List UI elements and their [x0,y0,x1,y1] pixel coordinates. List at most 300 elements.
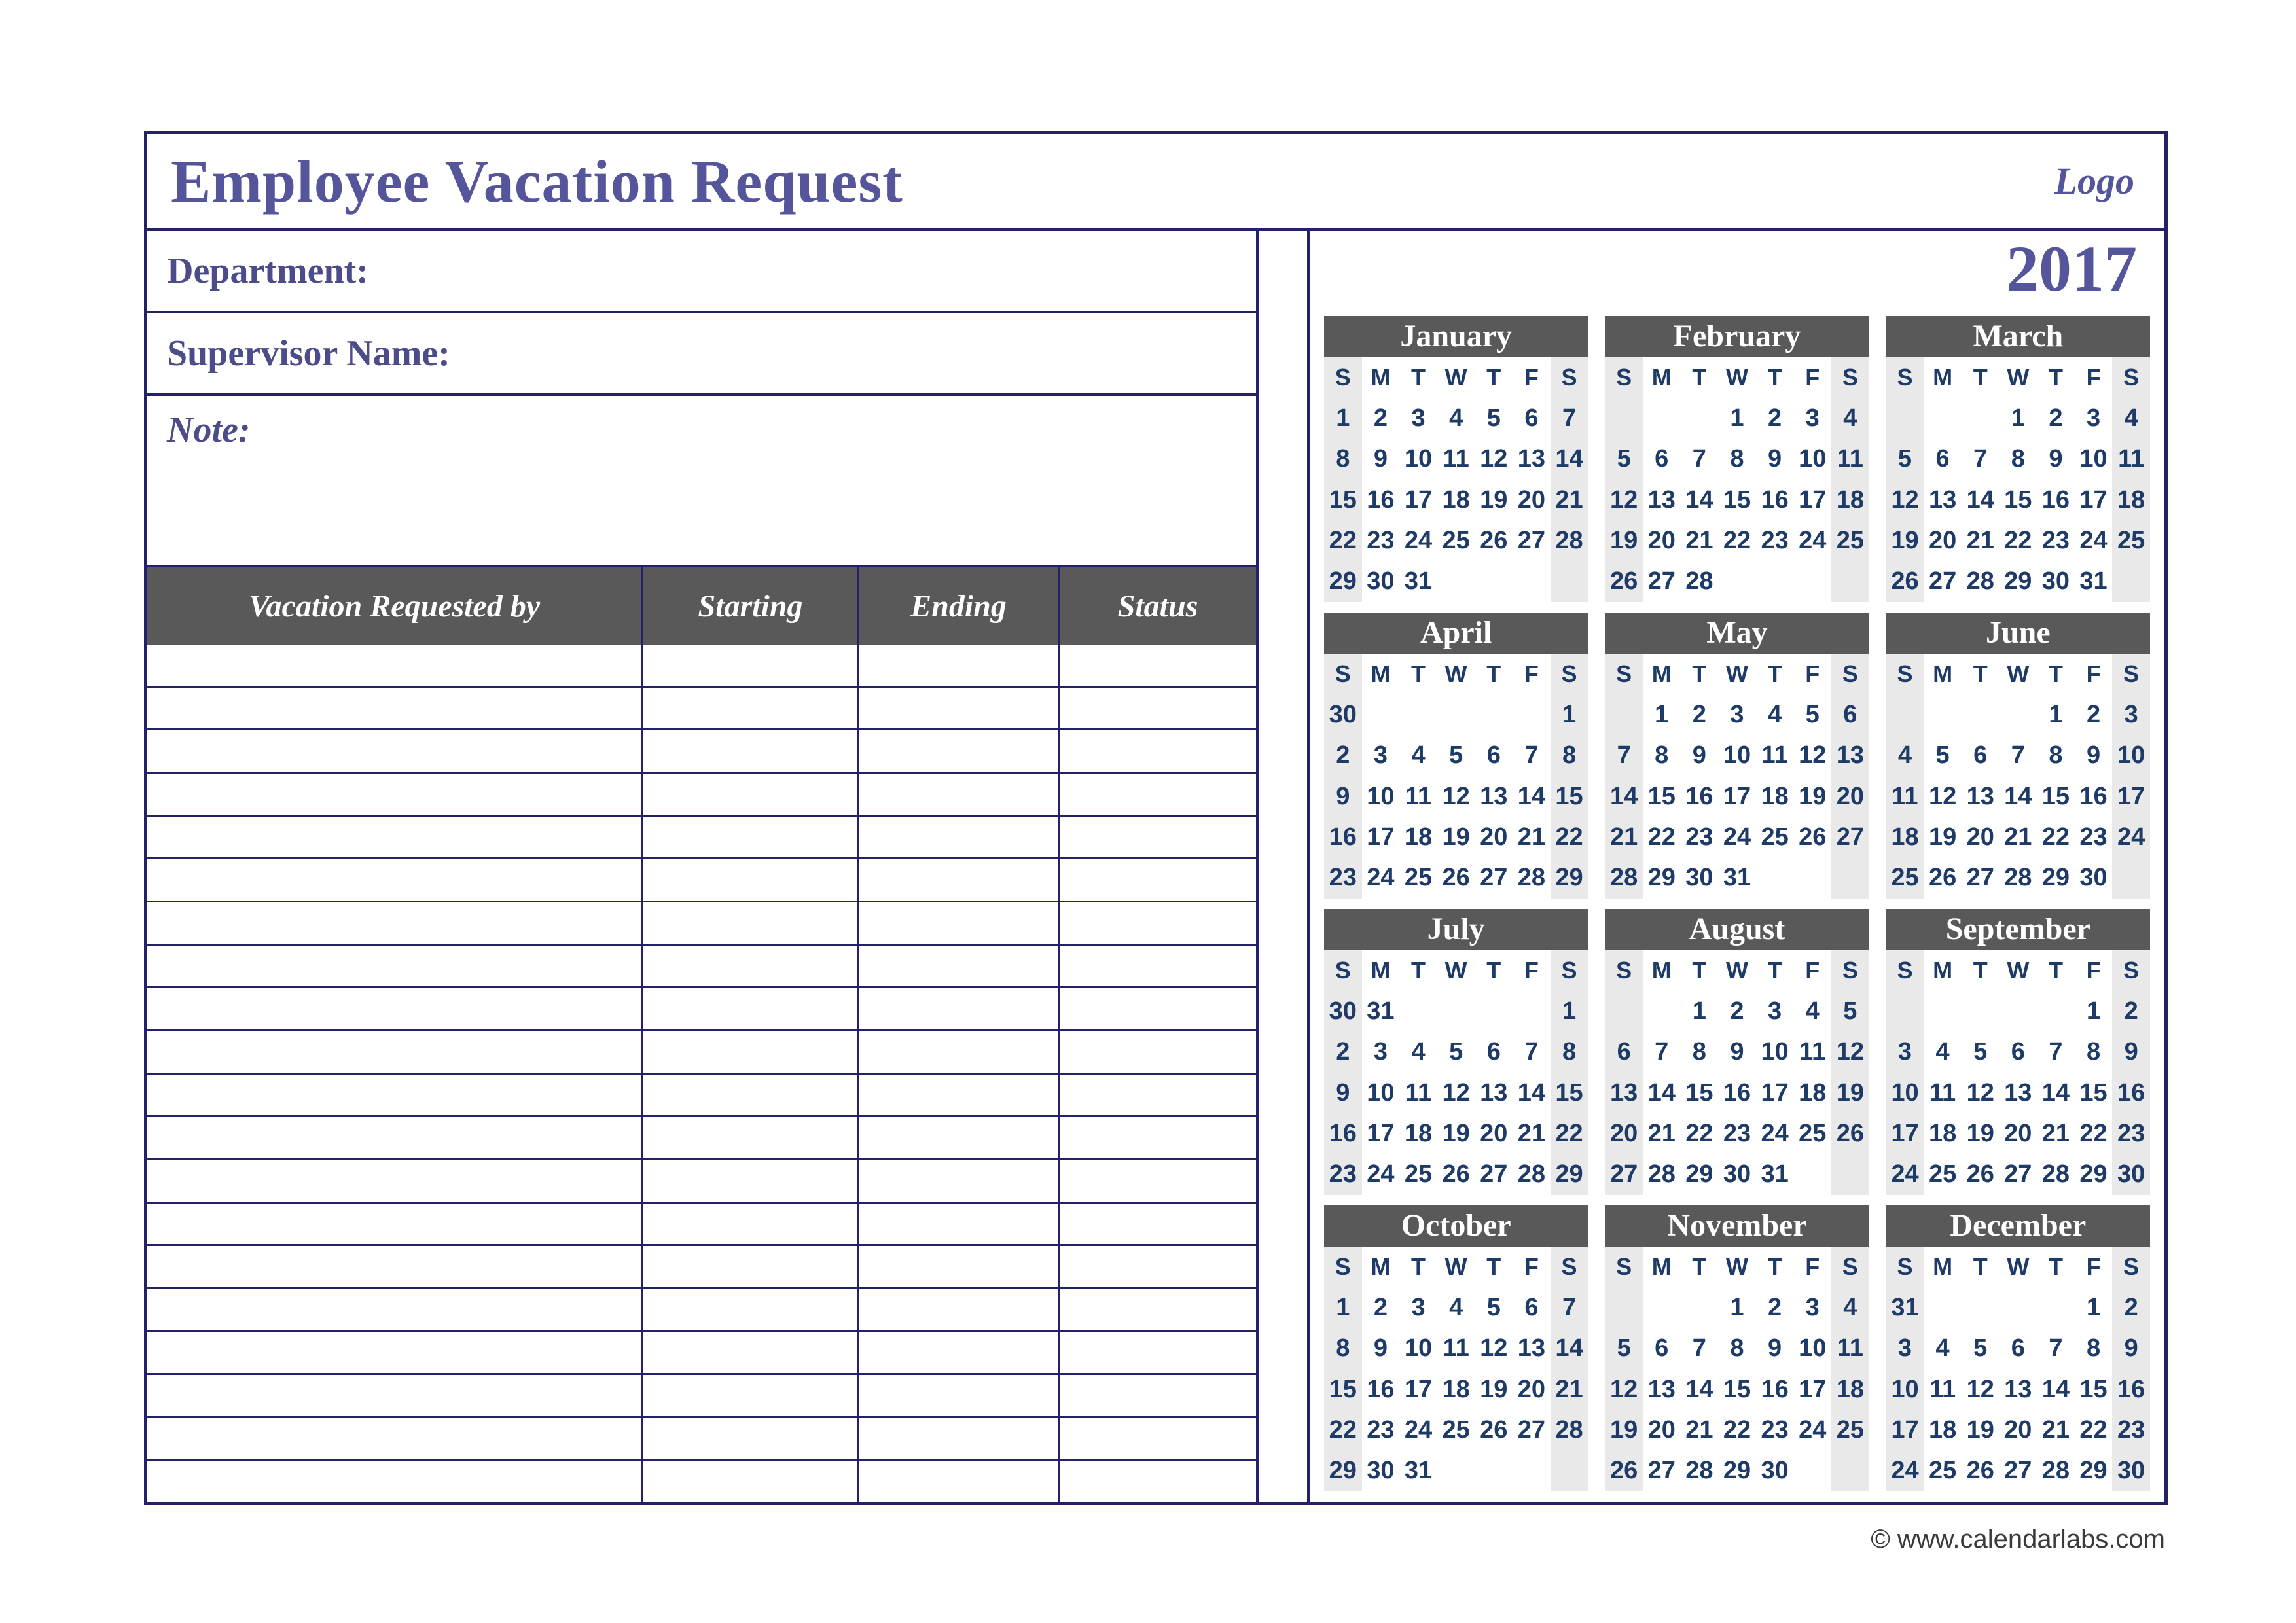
date-cell: 7 [1605,736,1643,776]
date-cell: 7 [2011,741,2025,770]
date-cell: 26 [1605,562,1643,602]
month-title: November [1605,1205,1869,1247]
date-cell: 9 [1324,776,1362,817]
table-row [147,1418,1256,1461]
month-june [1886,613,2150,899]
date-cell: 29 [2079,1457,2108,1485]
table-cell[interactable] [1058,645,1256,686]
date-cell: 16 [2112,1369,2150,1410]
empty-date-cell [1924,991,1962,1031]
calendar-year: 2017 [2006,232,2137,305]
day-of-week-label: T [1486,957,1501,984]
header-cell-starting: Starting [641,567,857,645]
date-cell: 20 [2004,1416,2032,1444]
date-cell: 23 [1324,1154,1362,1195]
date-cell: 8 [1551,1032,1588,1073]
date-cell: 24 [1886,1154,1924,1195]
table-cell[interactable] [147,1204,641,1245]
date-cell: 24 [1723,823,1751,851]
table-cell[interactable] [1058,1075,1256,1116]
day-of-week-label: F [1524,364,1539,391]
date-cell: 1 [1730,1293,1744,1321]
table-row [147,859,1256,902]
table-cell[interactable] [857,902,1058,944]
note-input[interactable] [251,409,1236,565]
date-cell: 14 [2041,1375,2070,1403]
table-cell[interactable] [641,774,857,815]
date-cell: 24 [1404,1416,1433,1444]
date-cell: 3 [2086,404,2101,432]
day-of-week-label: W [2007,1253,2030,1281]
date-cell: 2 [1692,700,1706,728]
date-cell: 17 [1886,1410,1924,1450]
empty-date-cell [1475,991,1513,1031]
day-of-week-label: T [1411,1253,1426,1281]
date-cell: 7 [2049,1334,2063,1363]
table-cell[interactable] [857,1246,1058,1287]
table-cell[interactable] [641,730,857,772]
empty-date-cell [1513,1451,1551,1491]
date-cell: 5 [1486,404,1501,432]
date-cell: 2 [1324,1032,1362,1073]
date-cell: 3 [2112,694,2150,735]
table-cell[interactable] [641,1246,857,1287]
date-cell: 19 [1442,823,1470,851]
date-cell: 4 [1449,404,1463,432]
date-cell: 19 [1831,1073,1869,1113]
date-cell: 22 [1324,1410,1362,1450]
date-cell: 27 [1517,526,1546,554]
table-row [147,946,1256,989]
empty-date-cell [1551,562,1588,602]
date-cell: 22 [1723,1416,1751,1444]
date-cell: 19 [1605,520,1643,561]
day-of-week-label: T [1973,1253,1988,1281]
day-of-week-label: F [1805,957,1820,984]
vacation-request-template [144,131,2168,1505]
month-title: September [1886,909,2150,950]
date-cell: 28 [1551,520,1588,561]
date-cell: 11 [1443,445,1469,473]
table-cell[interactable] [857,774,1058,815]
table-row [147,1332,1256,1376]
day-of-week-label: T [1486,364,1501,391]
table-cell[interactable] [857,946,1058,987]
table-cell[interactable] [147,1418,641,1459]
day-of-week-label: T [1411,957,1426,984]
table-cell[interactable] [147,859,641,901]
table-cell[interactable] [147,946,641,987]
table-cell[interactable] [857,1289,1058,1330]
table-cell[interactable] [857,859,1058,901]
table-cell[interactable] [147,1031,641,1073]
day-of-week-label: F [2086,364,2101,391]
date-cell: 10 [2112,736,2150,776]
date-cell: 30 [1761,1457,1789,1485]
date-cell: 18 [1831,480,1869,520]
date-cell: 18 [1404,823,1433,851]
day-of-week-label: S [2112,950,2150,991]
date-cell: 13 [1966,782,1994,810]
table-cell[interactable] [147,774,641,815]
day-of-week-label: T [1767,957,1782,984]
empty-date-cell [1605,1287,1643,1328]
day-of-week-label: F [2086,660,2101,688]
date-cell: 14 [1605,776,1643,817]
date-cell: 4 [1768,700,1782,728]
date-cell: 3 [1373,1038,1388,1066]
day-of-week-label: T [1973,957,1988,984]
table-cell[interactable] [147,1375,641,1416]
date-cell: 8 [1730,1334,1744,1363]
date-cell: 19 [1480,1375,1508,1403]
date-cell: 28 [1685,1457,1713,1485]
day-of-week-label: T [1767,1253,1782,1281]
date-cell: 30 [2041,567,2070,596]
table-cell[interactable] [147,1075,641,1116]
empty-date-cell [1831,1451,1869,1491]
table-cell[interactable] [1058,902,1256,944]
day-of-week-label: T [2048,957,2063,984]
table-cell[interactable] [147,730,641,772]
day-of-week-label: S [1605,357,1643,398]
date-cell: 20 [1480,1119,1508,1147]
copyright-text: © www.calendarlabs.com [1871,1525,2165,1554]
table-cell[interactable] [1058,1246,1256,1287]
date-cell: 12 [1605,1369,1643,1410]
table-cell[interactable] [641,1375,857,1416]
empty-date-cell [1831,1154,1869,1195]
date-cell: 25 [1404,1160,1433,1188]
table-cell[interactable] [857,1160,1058,1202]
date-cell: 15 [2079,1375,2108,1403]
date-cell: 30 [1324,991,1362,1031]
table-cell[interactable] [641,946,857,987]
day-of-week-label: W [2007,364,2030,391]
day-of-week-label: T [2048,1253,2063,1281]
date-cell: 24 [1799,1416,1827,1444]
date-cell: 26 [1605,1451,1643,1491]
date-cell: 11 [1405,1079,1432,1107]
date-cell: 8 [1324,439,1362,480]
day-of-week-label: T [1692,957,1707,984]
date-cell: 28 [1551,1410,1588,1450]
table-cell[interactable] [641,688,857,729]
day-of-week-label: M [1371,1253,1391,1281]
table-cell[interactable] [857,1117,1058,1158]
table-cell[interactable] [1058,1160,1256,1202]
table-cell[interactable] [857,1075,1058,1116]
date-cell: 20 [1966,823,1994,851]
table-cell[interactable] [1058,688,1256,729]
table-cell[interactable] [857,1204,1058,1245]
date-cell: 17 [1723,782,1751,810]
date-cell: 25 [1761,823,1789,851]
date-cell: 18 [1799,1079,1827,1107]
date-cell: 24 [2079,526,2108,554]
empty-date-cell [1886,694,1924,735]
date-cell: 9 [1768,445,1782,473]
date-cell: 28 [1647,1160,1676,1188]
date-cell: 8 [1324,1329,1362,1369]
table-cell[interactable] [1058,774,1256,815]
table-cell[interactable] [147,1246,641,1287]
empty-date-cell [2000,694,2037,735]
table-cell[interactable] [147,645,641,686]
table-cell[interactable] [1058,817,1256,858]
date-cell: 27 [2004,1457,2032,1485]
day-of-week-label: S [1831,654,1869,694]
month-title: March [1886,316,2150,357]
date-cell: 27 [1647,1457,1676,1485]
table-row [147,1246,1256,1289]
date-cell: 9 [1768,1334,1782,1363]
table-cell[interactable] [641,1031,857,1073]
table-cell[interactable] [641,1289,857,1330]
table-cell[interactable] [641,988,857,1029]
date-cell: 11 [1886,776,1924,817]
date-cell: 2 [1768,1293,1782,1321]
month-title: August [1605,909,1869,950]
date-cell: 7 [1692,445,1706,473]
table-cell[interactable] [147,688,641,729]
date-cell: 21 [1647,1119,1676,1147]
table-cell[interactable] [1058,1332,1256,1374]
table-cell[interactable] [641,817,857,858]
date-cell: 21 [1551,480,1588,520]
month-january [1324,316,1588,602]
date-cell: 28 [2004,864,2032,892]
date-cell: 15 [1647,782,1676,810]
table-cell[interactable] [1058,1375,1256,1416]
table-cell[interactable] [1058,988,1256,1029]
table-cell[interactable] [1058,859,1256,901]
table-cell[interactable] [1058,1117,1256,1158]
date-cell: 26 [1966,1160,1994,1188]
table-cell[interactable] [147,902,641,944]
date-cell: 5 [1449,1038,1463,1066]
department-input[interactable] [368,231,1236,311]
date-cell: 28 [2041,1457,2070,1485]
table-cell[interactable] [641,1418,857,1459]
date-cell: 7 [1524,741,1539,770]
table-cell[interactable] [641,1332,857,1374]
supervisor-name-input[interactable] [450,313,1236,393]
empty-date-cell [1886,398,1924,438]
day-of-week-label: T [2048,364,2063,391]
date-cell: 12 [1605,480,1643,520]
date-cell: 14 [2004,782,2032,810]
date-cell: 22 [2079,1119,2108,1147]
date-cell: 19 [1442,1119,1470,1147]
date-cell: 27 [2004,1160,2032,1188]
date-cell: 21 [2041,1119,2070,1147]
day-of-week-label: M [1933,957,1953,984]
table-cell[interactable] [857,730,1058,772]
date-cell: 1 [2086,1293,2101,1321]
day-of-week-label: M [1371,364,1391,391]
empty-date-cell [1605,991,1643,1031]
table-row [147,1031,1256,1075]
date-cell: 2 [1373,404,1388,432]
date-cell: 31 [1367,997,1395,1025]
table-cell[interactable] [857,988,1058,1029]
table-cell[interactable] [641,1204,857,1245]
date-cell: 28 [1517,1160,1546,1188]
date-cell: 22 [2004,526,2032,554]
month-title: June [1886,613,2150,654]
date-cell: 15 [1723,486,1751,514]
date-cell: 8 [1730,445,1744,473]
day-of-week-label: S [1551,950,1588,991]
date-cell: 12 [1480,1334,1508,1363]
date-cell: 22 [1324,520,1362,561]
date-cell: 25 [2112,520,2150,561]
month-title: October [1324,1205,1588,1247]
date-cell: 8 [2086,1038,2101,1066]
date-cell: 23 [1761,1416,1789,1444]
table-cell[interactable] [857,1332,1058,1374]
table-cell[interactable] [147,1332,641,1374]
empty-date-cell [1962,1287,2000,1328]
page-title: Employee Vacation Request [171,147,903,215]
day-of-week-label: W [1444,1253,1467,1281]
header-cell-requested-by: Vacation Requested by [248,588,541,624]
empty-date-cell [1756,562,1794,602]
empty-date-cell [2037,991,2075,1031]
date-cell: 3 [1886,1032,1924,1073]
day-of-week-label: S [1605,1247,1643,1287]
date-cell: 5 [1805,700,1820,728]
table-cell[interactable] [147,1289,641,1330]
date-cell: 3 [1805,404,1820,432]
date-cell: 30 [2079,864,2108,892]
date-cell: 19 [1966,1416,1994,1444]
table-cell[interactable] [147,817,641,858]
date-cell: 24 [1367,864,1395,892]
table-cell[interactable] [857,817,1058,858]
table-cell[interactable] [857,645,1058,686]
date-cell: 15 [1324,1369,1362,1410]
table-cell[interactable] [857,688,1058,729]
table-cell[interactable] [857,1375,1058,1416]
month-grid [1324,950,1588,1195]
table-cell[interactable] [1058,1418,1256,1459]
month-title: April [1324,613,1588,654]
date-cell: 5 [1886,439,1924,480]
date-cell: 18 [1442,486,1470,514]
month-grid [1605,950,1869,1195]
date-cell: 17 [2112,776,2150,817]
date-cell: 17 [1404,486,1433,514]
date-cell: 29 [1551,1154,1588,1195]
date-cell: 14 [1551,1329,1588,1369]
table-cell[interactable] [857,1418,1058,1459]
table-cell[interactable] [641,859,857,901]
date-cell: 6 [1655,1334,1669,1363]
table-cell[interactable] [641,645,857,686]
date-cell: 8 [2011,445,2025,473]
date-cell: 4 [1886,736,1924,776]
table-cell[interactable] [641,1461,857,1502]
table-cell[interactable] [857,1461,1058,1502]
table-cell[interactable] [1058,946,1256,987]
day-of-week-label: S [1886,950,1924,991]
table-cell[interactable] [1058,1289,1256,1330]
date-cell: 31 [1404,1457,1433,1485]
date-cell: 30 [2112,1154,2150,1195]
date-cell: 29 [2041,864,2070,892]
empty-date-cell [1793,1154,1831,1195]
table-cell[interactable] [641,1117,857,1158]
date-cell: 23 [2112,1113,2150,1154]
date-cell: 7 [1973,445,1988,473]
date-cell: 12 [1886,480,1924,520]
table-cell[interactable] [641,1075,857,1116]
date-cell: 14 [1517,782,1546,810]
day-of-week-label: M [1651,1253,1672,1281]
date-cell: 3 [1805,1293,1820,1321]
table-cell[interactable] [1058,1204,1256,1245]
table-cell[interactable] [641,902,857,944]
table-cell[interactable] [147,988,641,1029]
date-cell: 20 [1517,486,1546,514]
date-cell: 4 [1411,1038,1426,1066]
day-of-week-label: M [1371,660,1391,688]
empty-date-cell [2037,1287,2075,1328]
date-cell: 23 [1761,526,1789,554]
date-cell: 16 [2041,486,2070,514]
date-cell: 29 [2079,1160,2108,1188]
date-cell: 10 [1886,1369,1924,1410]
table-cell[interactable] [641,1160,857,1202]
date-cell: 25 [1831,520,1869,561]
date-cell: 19 [1886,520,1924,561]
date-cell: 6 [1831,694,1869,735]
day-of-week-label: S [1605,950,1643,991]
date-cell: 3 [1730,700,1744,728]
date-cell: 13 [1831,736,1869,776]
table-cell[interactable] [147,1461,641,1502]
date-cell: 5 [1605,439,1643,480]
day-of-week-label: T [1692,1253,1707,1281]
date-cell: 29 [1551,858,1588,899]
table-cell[interactable] [857,1031,1058,1073]
month-grid [1324,1247,1588,1491]
date-cell: 13 [1517,445,1546,473]
empty-date-cell [1831,562,1869,602]
date-cell: 30 [1367,1457,1395,1485]
table-cell[interactable] [1058,1031,1256,1073]
date-cell: 19 [1799,782,1827,810]
date-cell: 3 [1373,741,1388,770]
table-cell[interactable] [1058,730,1256,772]
calendar-pane [1307,231,2164,1502]
date-cell: 1 [1551,694,1588,735]
table-cell[interactable] [147,1160,641,1202]
day-of-week-label: F [2086,957,2101,984]
table-cell[interactable] [147,1117,641,1158]
table-cell[interactable] [1058,1461,1256,1502]
date-cell: 1 [1551,991,1588,1031]
date-cell: 23 [1367,1416,1395,1444]
month-grid [1886,357,2150,602]
date-cell: 28 [2041,1160,2070,1188]
date-cell: 18 [1442,1375,1470,1403]
date-cell: 17 [1367,1119,1395,1147]
date-cell: 17 [1886,1113,1924,1154]
date-cell: 4 [1935,1334,1950,1363]
